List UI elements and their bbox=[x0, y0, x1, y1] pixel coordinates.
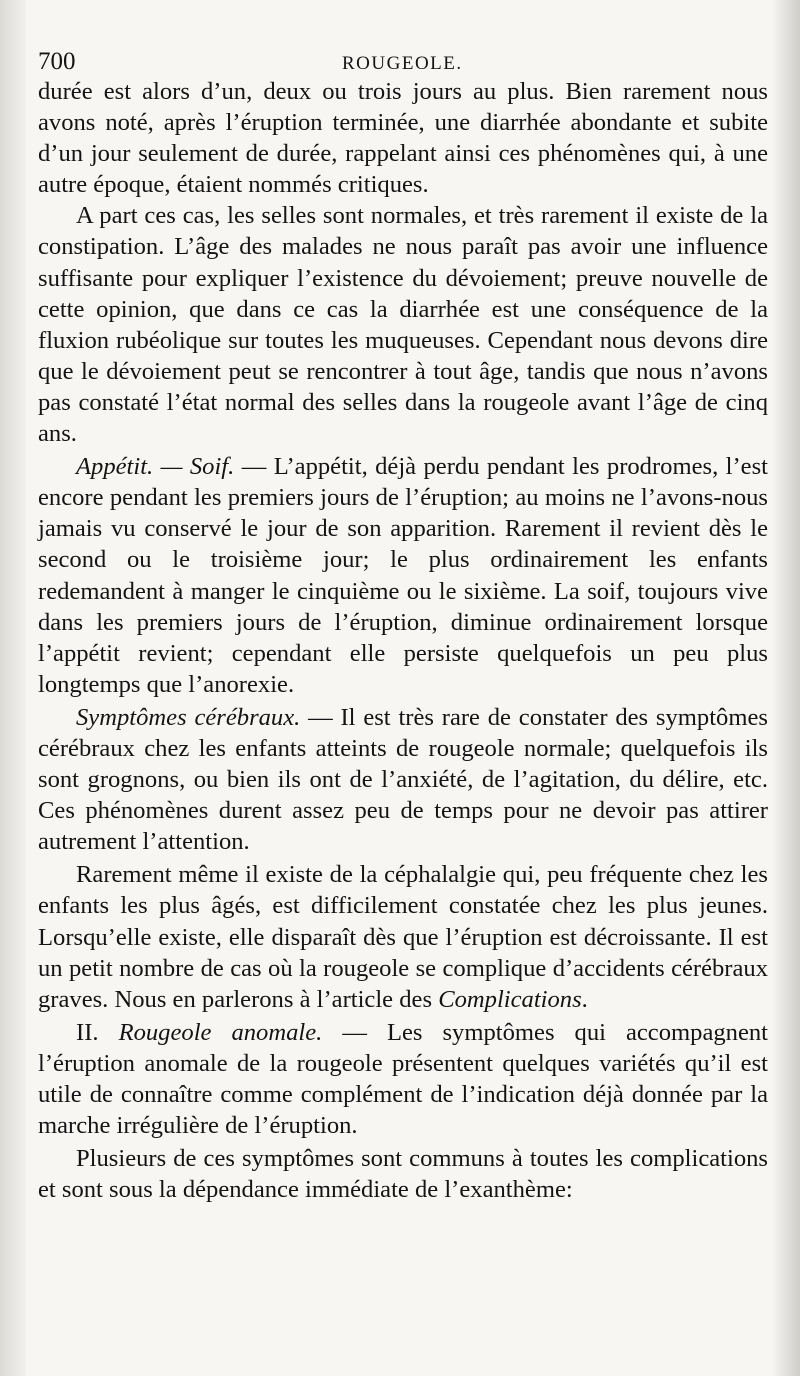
page-text-block bbox=[38, 40, 768, 1205]
page-left-edge-shadow bbox=[0, 0, 26, 1376]
page-right-edge-shadow bbox=[772, 0, 800, 1376]
paragraph-symptomes-cerebraux bbox=[38, 702, 768, 857]
paragraph-text: Plusieurs de ces symptômes sont communs à toutes les complications et sont sous la dépendance immédiate de l’exanthème: bbox=[38, 1145, 768, 1204]
section-heading: Symptômes cérébraux. bbox=[76, 703, 301, 731]
paragraph-cephalalgie bbox=[38, 859, 768, 1014]
section-heading: Rougeole anomale. bbox=[118, 1018, 323, 1046]
paragraph-continuation bbox=[38, 76, 768, 200]
paragraph-rougeole-anomale bbox=[38, 1017, 768, 1141]
section-heading: Appétit. — Soif. bbox=[76, 453, 235, 481]
paragraph-selles bbox=[38, 200, 768, 449]
paragraph-tail: . bbox=[581, 985, 588, 1013]
section-number: II. bbox=[76, 1018, 119, 1046]
paragraph-text: — Il est très rare de constater des symptômes cérébraux chez les enfants atteints de rougeole normale; quelquefois ils sont grognons, ou bien ils ont de l’anxiété, de l’agitation, du délire, etc. Ces phénomènes durent assez peu de temps pour ne devoir pas attirer autrement l’attention. bbox=[38, 703, 768, 856]
page-number: 700 bbox=[38, 48, 76, 75]
paragraph-plusieurs bbox=[38, 1143, 768, 1205]
paragraph-text: durée est alors d’un, deux ou trois jours au plus. Bien rarement nous avons noté, après l’éruption terminée, une diarrhée abondante et subite d’un jour seulement de durée, rappelant ainsi ces phénomènes qui, à une autre époque, étaient nommés critiques. bbox=[38, 78, 768, 199]
running-title: ROUGEOLE. bbox=[342, 53, 463, 74]
italic-reference: Complications bbox=[438, 985, 582, 1013]
paragraph-text: A part ces cas, les selles sont normales, et très rarement il existe de la constipation. L’âge des malades ne nous paraît pas avoir une influence suffisante pour expliquer l’existence du dévoiement; preuve nouvelle de cette opinion, que dans ce cas la diarrhée est une conséquence de la fluxion rubéolique sur toutes les muqueuses. Cependant nous devons dire que le dévoiement peut se rencontrer à tout âge, tandis que nous n’avons pas constaté l’état normal des selles dans la rougeole avant l’âge de cinq ans. bbox=[38, 202, 768, 448]
paragraph-text: — L’appétit, déjà perdu pendant les prodromes, l’est encore pendant les premiers jours de l’éruption; au moins ne l’avons-nous jamais vu conservé le jour de son apparition. Rarement il revient dès le second ou le troisième jour; le plus ordinairement les enfants redemandent à manger le cinquième ou le sixième. La soif, toujours vive dans les premiers jours de l’éruption, diminue ordinairement lorsque l’appétit revient; cependant elle persiste quelquefois un peu plus longtemps que l’anorexie. bbox=[38, 453, 768, 698]
page-header bbox=[38, 40, 768, 76]
paragraph-appetit bbox=[38, 451, 768, 700]
paragraph-text: — Les symptômes qui accompagnent l’éruption anomale de la rougeole présentent quelques variétés qu’il est utile de connaître comme complément de l’indication déjà donnée par la marche irrégulière de l’éruption. bbox=[38, 1018, 769, 1140]
paragraph-text: Rarement même il existe de la céphalalgie qui, peu fréquente chez les enfants les plus âgés, est difficilement constatée chez les plus jeunes. Lorsqu’elle existe, elle disparaît dès que l’éruption est décroissante. Il est un petit nombre de cas où la rougeole se complique d’accidents cérébraux graves. Nous en parlerons à l’article des bbox=[38, 861, 768, 1013]
